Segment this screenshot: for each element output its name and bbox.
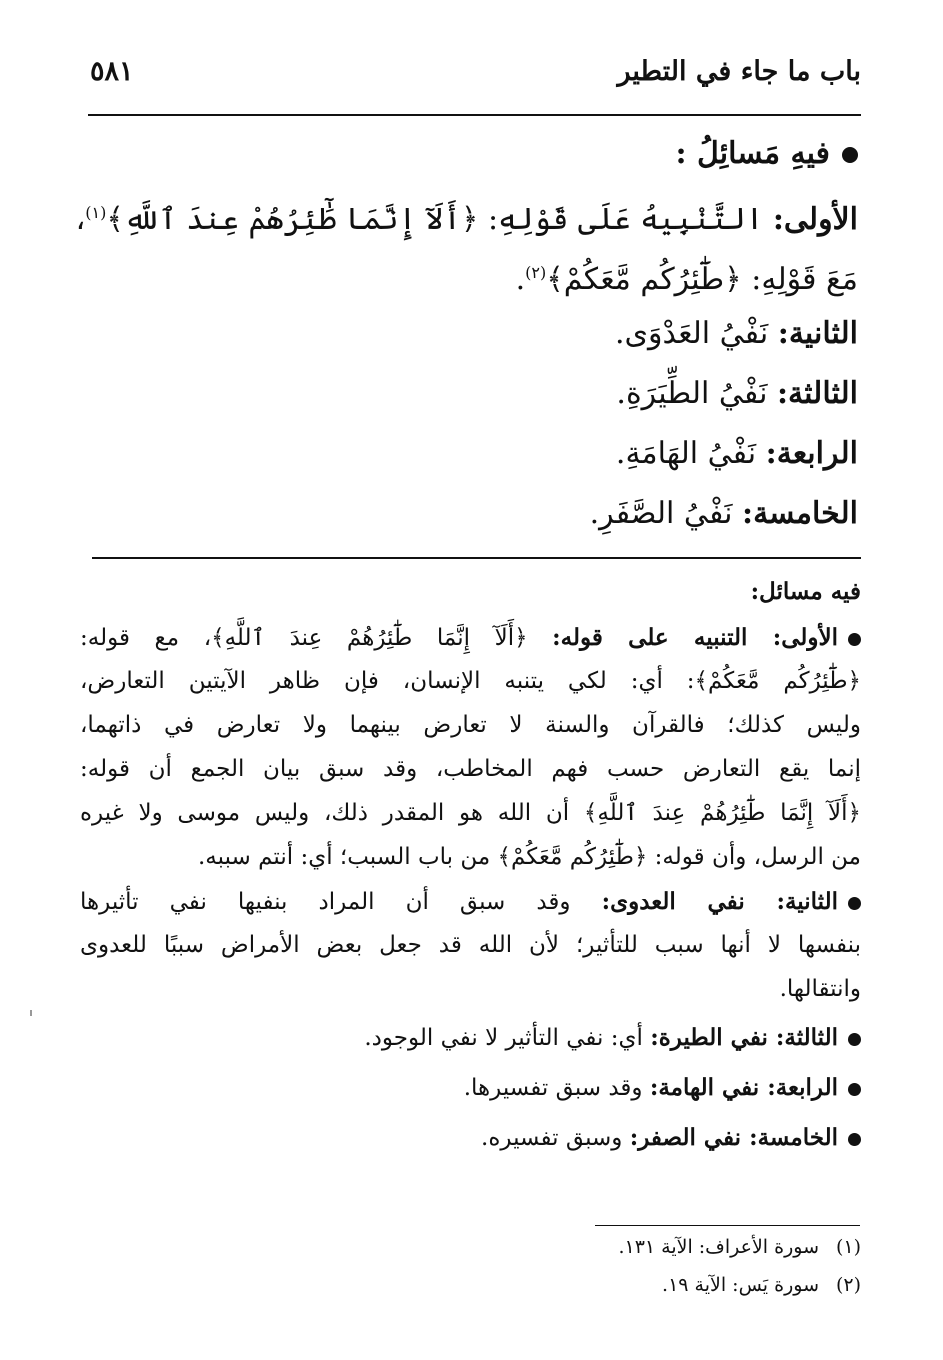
question-label: الرابعة: <box>765 436 858 471</box>
bullet-icon <box>848 1033 861 1046</box>
commentary-line <box>80 888 861 915</box>
question-item <box>616 436 858 471</box>
commentary-line: وليس كذلك؛ فالقرآن والسنة لا تعارض بينهما ولا تعارض في ذاتهما، <box>80 712 861 738</box>
commentary-label: الخامسة: نفي الصفر: <box>629 1124 838 1151</box>
question-item <box>76 202 858 237</box>
question-label: الخامسة: <box>742 496 858 531</box>
question-text: نَفْيُ الطِّيَرَةِ. <box>616 376 768 411</box>
question-item <box>516 262 858 297</box>
question-label: الأولى: <box>772 202 858 237</box>
bullet-icon <box>848 897 861 910</box>
scan-speck <box>30 1010 32 1016</box>
question-item <box>616 376 858 411</box>
commentary-line <box>80 624 861 651</box>
footnote-item <box>662 1274 861 1296</box>
question-text: مَعَ قَوْلِهِ: ﴿طَٰٓئِرُكُم مَّعَكُمْ﴾ <box>546 262 858 297</box>
footnote-number: (١) <box>835 1236 861 1258</box>
commentary-line <box>364 1024 861 1051</box>
commentary-heading: فيه مسائل: <box>750 578 861 605</box>
commentary-line: بنفسها لا أنها سبب للتأثير؛ لأن الله قد جعل بعض الأمراض سببًا للعدوى <box>80 932 861 958</box>
header-rule <box>88 114 861 116</box>
commentary-line <box>464 1074 861 1101</box>
commentary-text: ﴿أَلَآ إِنَّمَا طَٰٓئِرُهُمْ عِندَ ٱللَّهِ﴾، مع قوله: <box>80 625 553 651</box>
commentary-line: وانتقالها. <box>779 976 861 1002</box>
footnote-number: (٢) <box>835 1274 861 1296</box>
question-punct: ، <box>75 202 86 237</box>
footnote-rule <box>595 1225 860 1226</box>
commentary-line: إنما يقع التعارض حسب فهم المخاطب، وقد سبق بيان الجمع أن قوله: <box>80 756 861 782</box>
commentary-line: ﴿أَلَآ إِنَّمَا طَٰٓئِرُهُمْ عِندَ ٱللَّهِ﴾ أن الله هو المقدر ذلك، وليس موسى ولا غيره <box>80 800 861 826</box>
bullet-icon <box>848 1083 861 1096</box>
footnote-item <box>618 1236 861 1258</box>
footnote-ref: (٢) <box>525 263 547 282</box>
commentary-line: من الرسل، وأن قوله: ﴿طَٰٓئِرُكُم مَّعَكُمْ﴾ من باب السبب؛ أي: أنتم سببه. <box>198 844 861 870</box>
question-label: الثانية: <box>777 316 858 351</box>
commentary-label: الثانية: نفي العدوى: <box>601 888 838 915</box>
bullet-icon <box>842 147 858 163</box>
commentary-label: الرابعة: نفي الهامة: <box>649 1074 838 1101</box>
footnote-text: سورة يَس: الآية ١٩. <box>662 1274 819 1296</box>
running-header <box>90 54 861 104</box>
page-number: ٥٨١ <box>90 56 134 87</box>
commentary-label: الثالثة: نفي الطيرة: <box>650 1024 838 1051</box>
commentary-line <box>481 1124 861 1151</box>
commentary-line: ﴿طَٰٓئِرُكُم مَّعَكُمْ﴾: أي: لكي يتنبه الإنسان، فإن ظاهر الآيتين التعارض، <box>80 668 861 694</box>
question-item <box>615 316 858 351</box>
commentary-text: وقد سبق أن المراد بنفيها نفي تأثيرها <box>80 889 602 915</box>
question-punct: . <box>515 262 526 297</box>
question-text: نَفْيُ الهَامَةِ. <box>615 436 757 471</box>
bullet-icon <box>848 1133 861 1146</box>
question-label: الثالثة: <box>776 376 858 411</box>
question-item <box>590 496 858 531</box>
question-text: التَّنْبِيهُ عَلَى قَوْلِهِ: ﴿أَلَآ إِنَّمَا طَٰٓئِرُهُمْ عِندَ ٱللَّهِ﴾ <box>106 202 764 237</box>
commentary-text: وسبق تفسيره. <box>481 1125 630 1151</box>
bullet-icon <box>848 633 861 646</box>
commentary-label: الأولى: التنبيه على قوله: <box>552 624 838 651</box>
questions-heading-text: فيهِ مَسائِلُ : <box>675 136 830 171</box>
commentary-text: أي: نفي التأثير لا نفي الوجود. <box>364 1025 651 1051</box>
chapter-title: باب ما جاء في التطير <box>617 56 861 87</box>
commentary-text: وقد سبق تفسيرها. <box>463 1075 650 1101</box>
section-divider <box>92 557 861 559</box>
question-text: نَفْيُ العَدْوَى. <box>614 316 769 351</box>
footnote-text: سورة الأعراف: الآية ١٣١. <box>618 1236 819 1258</box>
questions-heading <box>676 136 858 171</box>
footnote-ref: (١) <box>85 203 107 222</box>
question-text: نَفْيُ الصَّفَرِ. <box>589 496 733 531</box>
